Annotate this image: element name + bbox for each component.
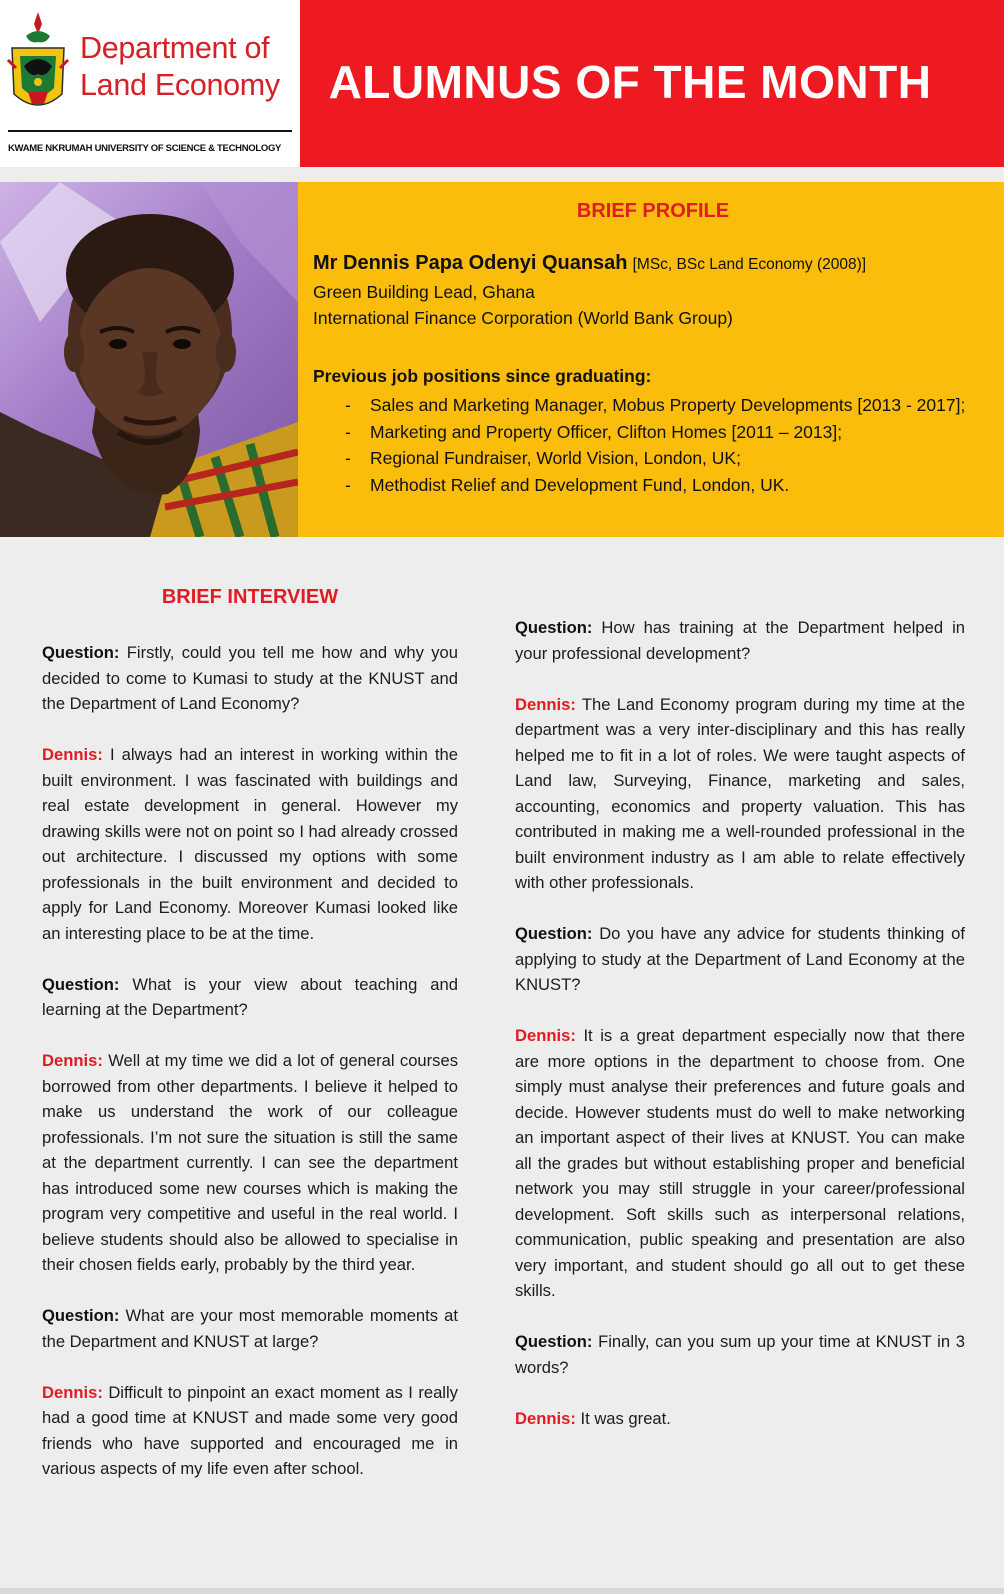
- question-text: Finally, can you sum up your time at KNUST in 3 words?: [515, 1332, 965, 1377]
- question-paragraph: [515, 615, 965, 666]
- answer-text: I always had an interest in working within the built environment. I was fascinated with buildings and real estate development in general. However my drawing skills were not on point so I had already crossed out architecture. I discussed my options with some professionals in the built environment and decided to apply for Land Economy. Moreover Kumasi looked like an interesting place to be at the time.: [42, 745, 458, 943]
- university-name: KWAME NKRUMAH UNIVERSITY OF SCIENCE & TECHNOLOGY: [8, 143, 282, 154]
- brief-profile-heading: BRIEF PROFILE: [576, 200, 730, 222]
- question-text: Do you have any advice for students thinking of applying to study at the Department of Land Economy at the KNUST?: [515, 924, 965, 994]
- knust-crest-icon: [6, 8, 70, 136]
- question-paragraph: [515, 1329, 965, 1380]
- answer-paragraph: [515, 1023, 965, 1304]
- logo-divider: [8, 130, 292, 132]
- department-name-line1: Department of: [80, 31, 270, 65]
- question-paragraph: [42, 1303, 458, 1354]
- bullet: -: [345, 421, 351, 442]
- question-text: What are your most memorable moments at the Department and KNUST at large?: [42, 1306, 458, 1351]
- question-label: Question:: [42, 974, 120, 994]
- answer-label: Dennis:: [42, 1382, 103, 1402]
- page-header: [0, 0, 1004, 167]
- question-label: Question:: [42, 643, 120, 662]
- job-text: Marketing and Property Officer, Clifton Homes [2011 – 2013];: [370, 421, 843, 442]
- answer-label: Dennis:: [42, 1051, 103, 1070]
- footer-divider: [0, 1588, 1004, 1594]
- job-text: Sales and Marketing Manager, Mobus Property Developments [2013 - 2017];: [370, 395, 966, 415]
- answer-label: Dennis:: [42, 745, 103, 764]
- page-title: ALUMNUS OF THE MONTH: [328, 56, 932, 108]
- answer-label: Dennis:: [515, 1408, 576, 1428]
- department-logo: [0, 0, 300, 167]
- answer-text: The Land Economy program during my time at the department was a very inter-disciplinary and this has really helped me to fit in a lot of roles. We were taught aspects of Land law, Surveying, Finance, marketing and sales, accounting, economics and property valuation. This has contributed in making me a well-rounded professional in the built environment industry as I am able to relate effectively with other professionals.: [515, 694, 966, 892]
- job-item: [313, 472, 993, 499]
- question-paragraph: [515, 921, 965, 998]
- question-label: Question:: [42, 1306, 120, 1325]
- previous-jobs-heading: Previous job positions since graduating:: [313, 366, 652, 386]
- brief-interview-heading: BRIEF INTERVIEW: [161, 586, 339, 608]
- job-text: Regional Fundraiser, World Vision, London, UK;: [370, 448, 741, 468]
- answer-text: Difficult to pinpoint an exact moment as I really had a good time at KNUST and made some very good friends who have supported and encouraged me in various aspects of my life even after school.: [42, 1382, 458, 1478]
- answer-paragraph: [42, 1048, 458, 1278]
- portrait-illustration: [0, 182, 298, 537]
- job-item: [313, 392, 993, 419]
- alumnus-name-line: [313, 252, 866, 275]
- department-name: [80, 30, 300, 104]
- answer-paragraph: [42, 742, 458, 946]
- alumnus-name: Mr Dennis Papa Odenyi Quansah: [313, 252, 628, 274]
- answer-label: Dennis:: [515, 1026, 576, 1045]
- alumnus-employer: International Finance Corporation (World Bank Group): [313, 308, 733, 328]
- interview-column-left: [42, 640, 458, 1507]
- question-label: Question:: [515, 1332, 593, 1351]
- answer-text: It is a great department especially now that there are more options in the department to choose from. One simply must analyse their preferences and future goals and decide. However students must do well to make networking an important aspect of their lives at KNUST. You can make all the grades but without establishing proper and beneficial network you may still struggle in your career/professional development. Soft skills such as interpersonal relations, communication, public speaking and presentation are also very important, and student should go all out to get these skills.: [515, 1026, 965, 1300]
- question-label: Question:: [515, 924, 593, 943]
- question-text: Firstly, could you tell me how and why you decided to come to Kumasi to study at the KNUST and the Department of Land Economy?: [42, 643, 458, 713]
- answer-paragraph: [515, 1406, 965, 1432]
- alumnus-degree: [MSc, BSc Land Economy (2008)]: [632, 256, 867, 273]
- bullet: -: [345, 395, 351, 415]
- bullet: -: [345, 474, 351, 495]
- interview-column-right: [515, 615, 965, 1457]
- bullet: -: [345, 448, 351, 468]
- alumnus-portrait: [0, 182, 298, 537]
- answer-paragraph: [42, 1380, 458, 1482]
- profile-section: [0, 182, 1004, 537]
- question-text: What is your view about teaching and learning at the Department?: [42, 974, 458, 1019]
- question-paragraph: [42, 972, 458, 1023]
- answer-text: Well at my time we did a lot of general courses borrowed from other departments. I believe it helped to make us understand the work of our colleague professionals. I’m not sure the situation is still the same at the department currently. I can see the department has introduced some new courses which is making the program very competitive and useful in the real world. I believe students should also be allowed to specialise in their chosen fields early, probably by the third year.: [42, 1051, 458, 1274]
- alumnus-role: Green Building Lead, Ghana: [313, 282, 535, 302]
- question-paragraph: [42, 640, 458, 717]
- previous-jobs-list: [313, 392, 993, 498]
- answer-label: Dennis:: [515, 694, 576, 714]
- job-item: [313, 419, 993, 446]
- answer-paragraph: [515, 692, 965, 896]
- answer-text: It was great.: [580, 1408, 671, 1428]
- title-banner: [300, 0, 1004, 167]
- job-text: Methodist Relief and Development Fund, London, UK.: [370, 474, 790, 495]
- job-item: [313, 445, 993, 472]
- department-name-line2: Land Economy: [80, 68, 280, 102]
- question-label: Question:: [515, 618, 593, 637]
- question-text: How has training at the Department helped in your professional development?: [515, 618, 965, 663]
